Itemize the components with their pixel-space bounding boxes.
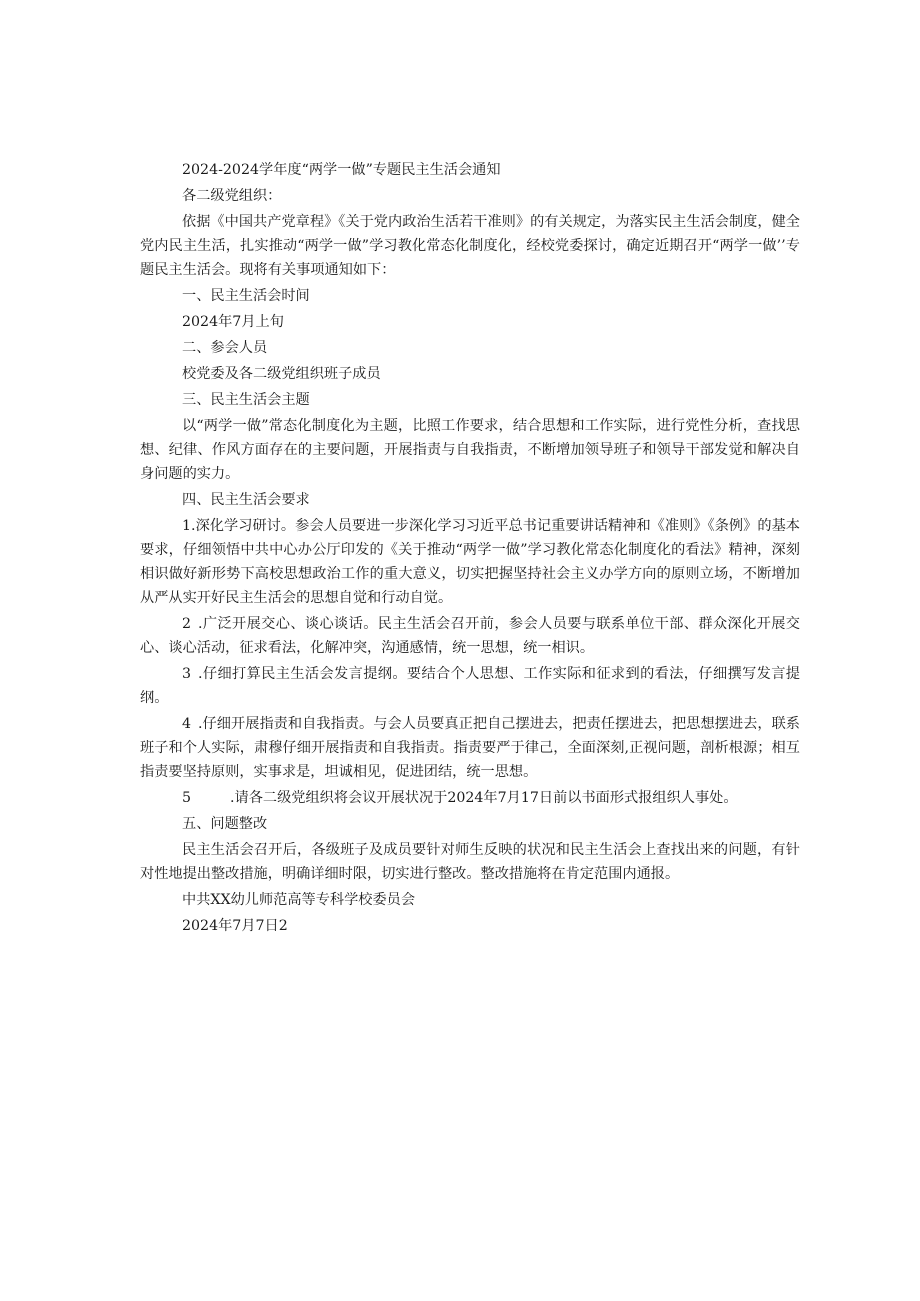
section-content-rectification: 民主生活会召开后，各级班子及成员要针对师生反映的状况和民主生活会上查找出来的问题，有针对性地提出整改措施，明确详细时限，切实进行整改。整改措施将在肯定范围内通报。 bbox=[140, 842, 800, 882]
requirement-text: .仔细打算民主生活会发言提纲。要结合个人思想、工作实际和征求到的看法，仔细撰写发言提纲。 bbox=[140, 666, 800, 706]
section-content-time: 2024年7月上旬 bbox=[182, 314, 284, 330]
section-heading-attendees: 二、参会人员 bbox=[182, 340, 268, 356]
section-heading-rectification: 五、问题整改 bbox=[182, 816, 268, 832]
section-content-attendees: 校党委及各二级党组织班子成员 bbox=[182, 366, 381, 382]
requirement-text: .请各二级党组织将会议开展状况于2024年7月17日前以书面形式报组织人事处。 bbox=[230, 790, 738, 806]
section-heading-requirements: 四、民主生活会要求 bbox=[182, 492, 310, 508]
requirement-text: .广泛开展交心、谈心谈话。民主生活会召开前，参会人员要与联系单位干部、群众深化开展交心、谈心活动，征求看法，化解冲突，沟通感情，统一思想，统一相识。 bbox=[140, 616, 800, 656]
requirement-number: 4 bbox=[182, 716, 192, 732]
signature-date: 2024年7月7日2 bbox=[182, 918, 288, 934]
requirement-item-3 bbox=[140, 662, 800, 710]
requirement-item-5 bbox=[140, 786, 800, 810]
section-content-theme: 以“两学一做”常态化制度化为主题，比照工作要求，结合思想和工作实际，进行党性分析，查找思想、纪律、作风方面存在的主要问题，开展指责与自我指责，不断增加领导班子和领导干部发觉和解决自身问题的实力。 bbox=[140, 418, 800, 482]
salutation: 各二级党组织： bbox=[182, 188, 282, 204]
notice-title: 2024-2024学年度“两学一做”专题民主生活会通知 bbox=[182, 162, 501, 178]
intro-paragraph: 依据《中国共产党章程》《关于党内政治生活若干准则》的有关规定，为落实民主生活会制度，健全党内民主生活，扎实推动“两学一做”学习教化常态化制度化，经校党委探讨，确定近期召开“两学一做’’专题民主生活会。现将有关事项通知如下： bbox=[140, 214, 800, 278]
requirement-item-4 bbox=[140, 712, 800, 784]
requirement-number: 3 bbox=[182, 666, 192, 682]
requirement-item-1 bbox=[140, 514, 800, 610]
requirement-text: 1.深化学习研讨。参会人员要进一步深化学习习近平总书记重要讲话精神和《准则》《条例》的基本要求，仔细领悟中共中心办公厅印发的《关于推动“两学一做”学习教化常态化制度化的看法》精神，深刻相识做好新形势下高校思想政治工作的重大意义，切实把握坚持社会主义办学方向的原则立场，不断增加从严从实开好民主生活会的思想自觉和行动自觉。 bbox=[140, 518, 800, 606]
notice-body bbox=[140, 158, 800, 940]
section-heading-theme: 三、民主生活会主题 bbox=[182, 392, 310, 408]
signature-organization: 中共XX幼儿师范高等专科学校委员会 bbox=[182, 892, 416, 908]
requirement-number: 5 bbox=[182, 790, 192, 806]
section-heading-time: 一、民主生活会时间 bbox=[182, 288, 310, 304]
requirement-item-2 bbox=[140, 612, 800, 660]
requirement-text: .仔细开展指责和自我指责。与会人员要真正把自己摆进去，把责任摆进去，把思想摆进去，联系班子和个人实际，肃穆仔细开展指责和自我指责。指责要严于律己，全面深刻,正视问题，剖析根源；相互指责要坚持原则，实事求是，坦诚相见，促进团结，统一思想。 bbox=[140, 716, 800, 780]
requirement-number: 2 bbox=[182, 616, 192, 632]
